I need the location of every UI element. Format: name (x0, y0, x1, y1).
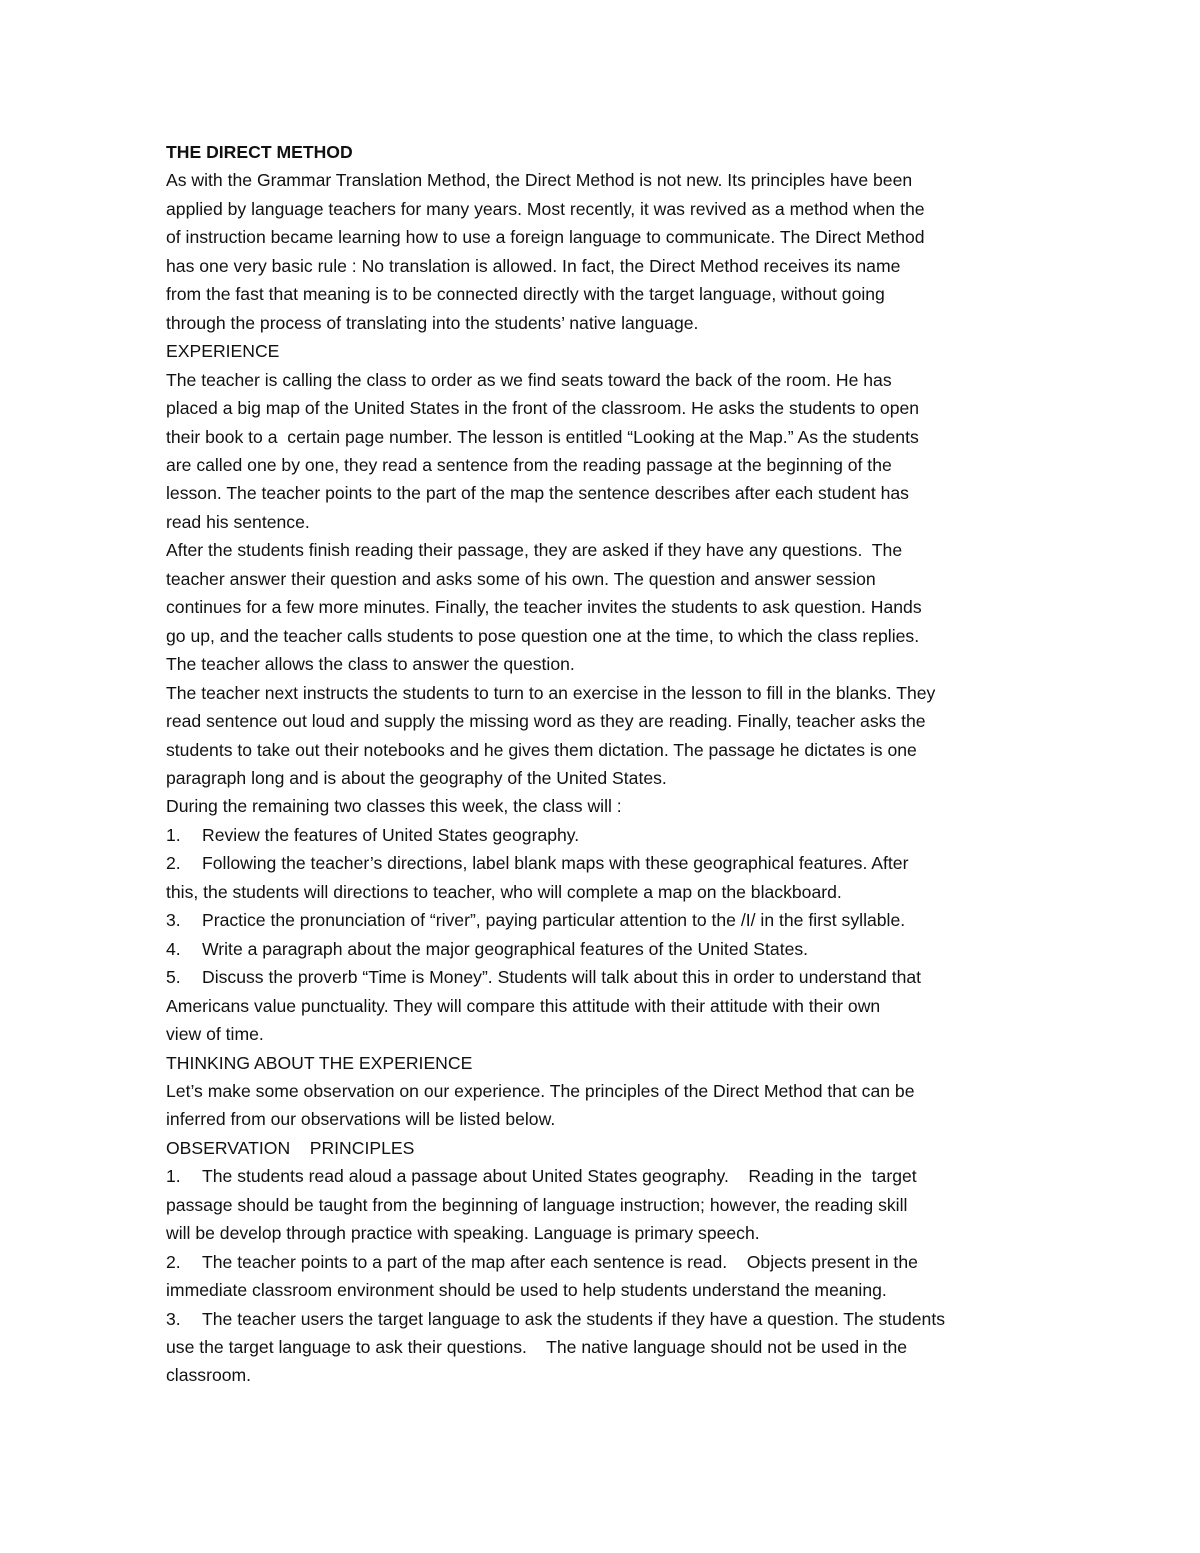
experience-line: continues for a few more minutes. Finally, the teacher invites the students to ask question. Hands (166, 597, 922, 618)
plan-item-number: 2. (166, 853, 181, 874)
observation-item (166, 1305, 1046, 1333)
plan-list (166, 821, 1046, 1049)
observation-item-number: 2. (166, 1251, 181, 1272)
plan-item (166, 963, 1046, 991)
intro-line: from the fast that meaning is to be connected directly with the target language, without going (166, 284, 885, 305)
observation-item-continuation: use the target language to ask their questions. The native language should not be used in the (166, 1337, 908, 1358)
experience-line: teacher answer their question and asks some of his own. The question and answer session (166, 568, 876, 589)
document-title: THE DIRECT METHOD (166, 142, 353, 162)
thinking-section (166, 1077, 1046, 1134)
observation-item-text: The teacher points to a part of the map after each sentence is read. Objects present in the (202, 1251, 918, 1272)
plan-item-text: Discuss the proverb “Time is Money”. Students will talk about this in order to understand that (202, 967, 922, 988)
plan-item-text: Review the features of United States geography. (202, 824, 580, 845)
experience-line: students to take out their notebooks and he gives them dictation. The passage he dictates is one (166, 739, 917, 760)
experience-line: During the remaining two classes this week, the class will : (166, 796, 622, 817)
observation-item (166, 1248, 1046, 1276)
intro-paragraph (166, 166, 1046, 337)
experience-line: go up, and the teacher calls students to pose question one at the time, to which the class replies. (166, 625, 920, 646)
plan-item-number: 4. (166, 938, 181, 959)
intro-line: applied by language teachers for many years. Most recently, it was revived as a method when the (166, 198, 925, 219)
experience-line: read sentence out loud and supply the missing word as they are reading. Finally, teacher asks the (166, 711, 926, 732)
plan-item-text: Practice the pronunciation of “river”, paying particular attention to the /I/ in the first syllable. (202, 910, 906, 931)
plan-item (166, 849, 1046, 877)
observation-item-continuation: immediate classroom environment should be used to help students understand the meaning. (166, 1280, 887, 1301)
plan-item (166, 821, 1046, 849)
observation-item-continuation: passage should be taught from the beginning of language instruction; however, the reading skill (166, 1194, 908, 1215)
experience-line: After the students finish reading their passage, they are asked if they have any questions. The (166, 540, 903, 561)
observation-item-text: The students read aloud a passage about United States geography. Reading in the target (202, 1166, 917, 1187)
observation-item-number: 3. (166, 1308, 181, 1329)
document-body (166, 138, 1046, 1390)
intro-line: of instruction became learning how to use a foreign language to communicate. The Direct Method (166, 227, 925, 248)
thinking-heading: THINKING ABOUT THE EXPERIENCE (166, 1052, 473, 1073)
observation-item (166, 1162, 1046, 1190)
experience-line: The teacher allows the class to answer the question. (166, 654, 575, 675)
plan-item-text: Following the teacher’s directions, label blank maps with these geographical features. After (202, 853, 909, 874)
observation-item-text: The teacher users the target language to ask the students if they have a question. The students (202, 1308, 946, 1329)
plan-item-text: Write a paragraph about the major geographical features of the United States. (202, 938, 809, 959)
plan-item-number: 5. (166, 967, 181, 988)
experience-line: The teacher is calling the class to order as we find seats toward the back of the room. He has (166, 369, 892, 390)
experience-line: their book to a certain page number. The lesson is entitled “Looking at the Map.” As the students (166, 426, 919, 447)
experience-line: paragraph long and is about the geography of the United States. (166, 767, 667, 788)
plan-item-continuation: this, the students will directions to teacher, who will complete a map on the blackboard. (166, 881, 842, 902)
plan-item-number: 3. (166, 910, 181, 931)
plan-item-continuation: view of time. (166, 1024, 264, 1045)
observation-item-continuation: classroom. (166, 1365, 252, 1386)
observation-item-number: 1. (166, 1166, 181, 1187)
experience-section (166, 366, 1046, 821)
experience-line: lesson. The teacher points to the part of the map the sentence describes after each student has (166, 483, 909, 504)
experience-heading: EXPERIENCE (166, 341, 280, 362)
intro-line: has one very basic rule : No translation is allowed. In fact, the Direct Method receives its name (166, 255, 901, 276)
intro-line: As with the Grammar Translation Method, the Direct Method is not new. Its principles have been (166, 170, 913, 191)
thinking-line: inferred from our observations will be listed below. (166, 1109, 556, 1130)
plan-item-number: 1. (166, 824, 181, 845)
plan-item (166, 906, 1046, 934)
thinking-line: Let’s make some observation on our experience. The principles of the Direct Method that can be (166, 1080, 915, 1101)
experience-line: read his sentence. (166, 511, 310, 532)
experience-line: are called one by one, they read a sentence from the reading passage at the beginning of the (166, 454, 892, 475)
plan-item (166, 935, 1046, 963)
experience-line: The teacher next instructs the students to turn to an exercise in the lesson to fill in the blanks. They (166, 682, 936, 703)
intro-line: through the process of translating into the students’ native language. (166, 312, 699, 333)
observation-list (166, 1162, 1046, 1390)
observation-item-continuation: will be develop through practice with speaking. Language is primary speech. (166, 1223, 760, 1244)
plan-item-continuation: Americans value punctuality. They will compare this attitude with their attitude with their own (166, 995, 881, 1016)
experience-line: placed a big map of the United States in the front of the classroom. He asks the students to open (166, 398, 920, 419)
observation-heading: OBSERVATION PRINCIPLES (166, 1137, 415, 1158)
